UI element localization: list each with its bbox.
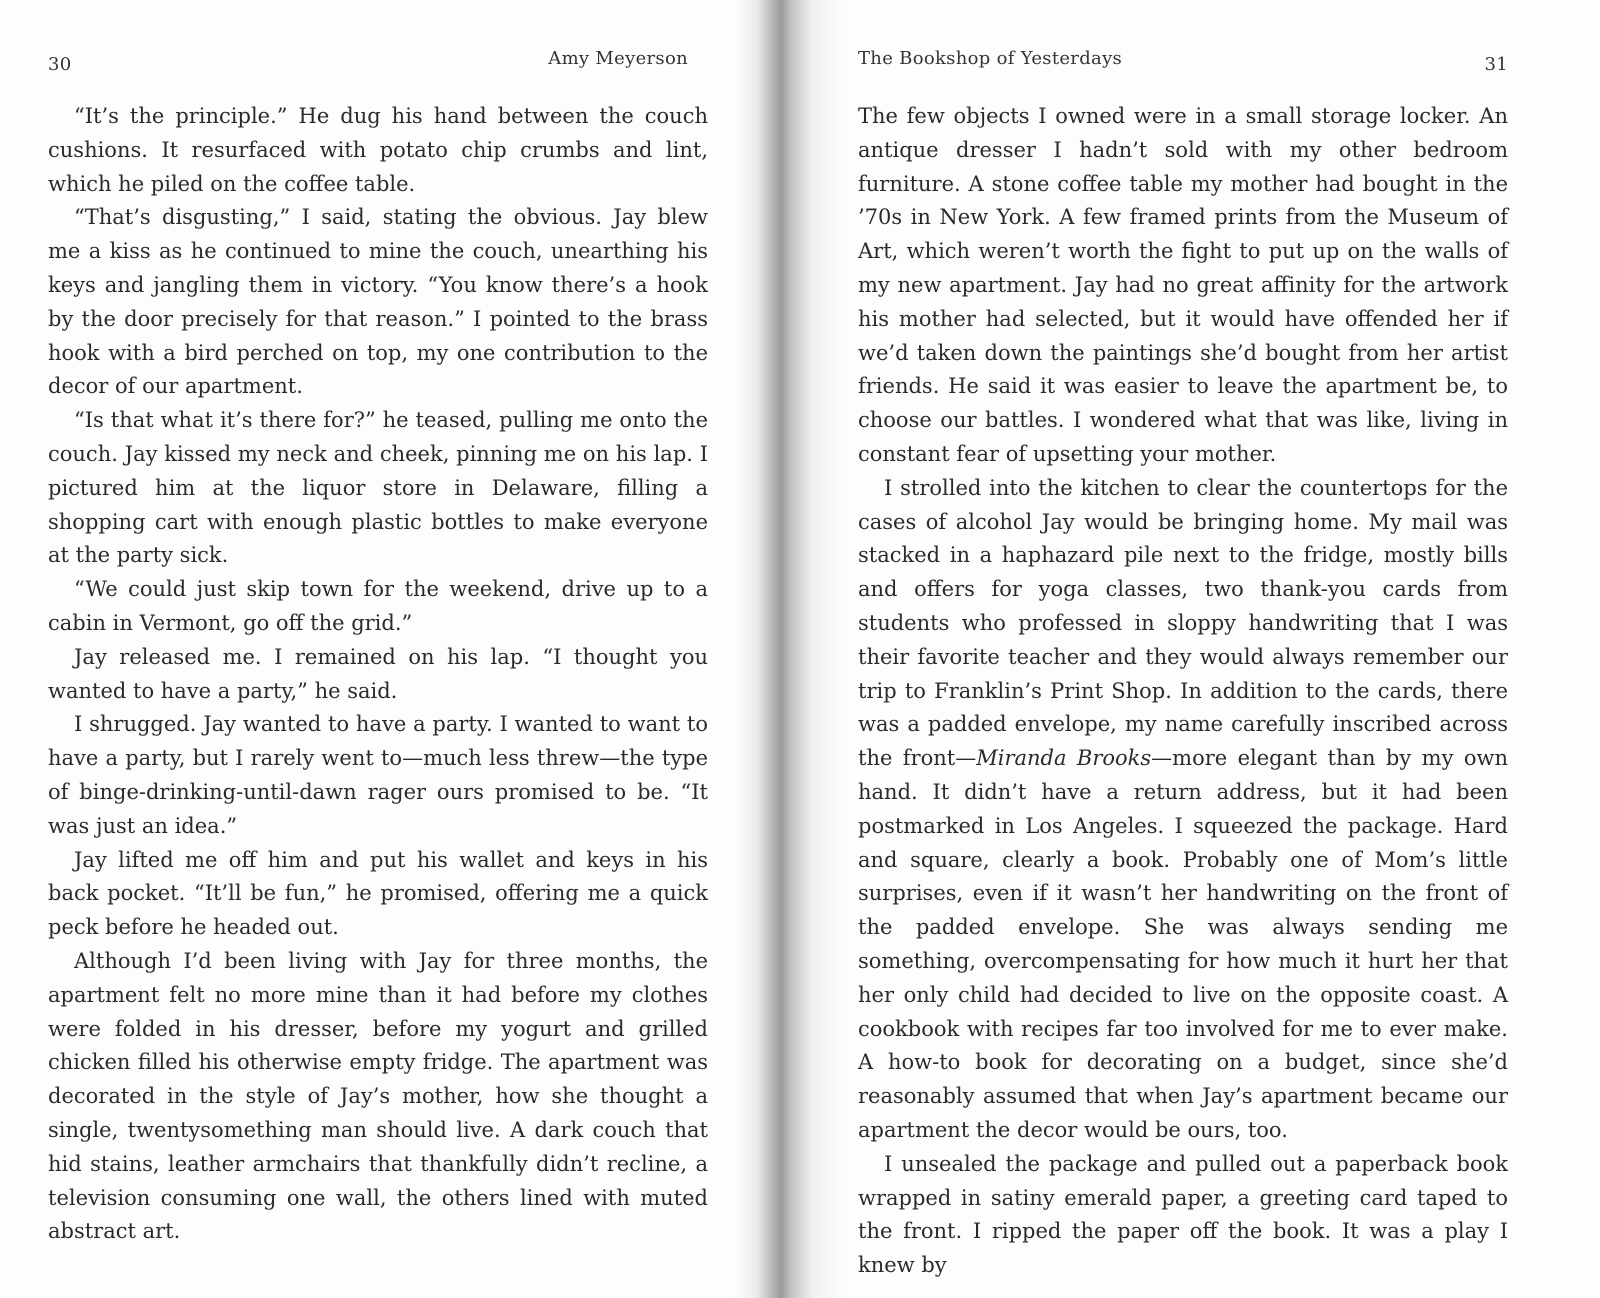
right-body-text (858, 100, 1508, 1283)
right-page-number: 31 (1484, 54, 1508, 75)
paragraph: Jay lifted me off him and put his wallet and keys in his back pocket. “It’ll be fun,” he promised, offering me a quick peck before he headed out. (48, 847, 708, 940)
book-title: The Bookshop of Yesterdays (858, 48, 1123, 69)
paragraph: The few objects I owned were in a small storage locker. An antique dresser I hadn’t sold with my other bedroom furniture. A stone coffee table my mother had bought in the ’70s in New York. A few framed prints from the Museum of Art, which weren’t worth the fight to put up on the walls of my new apartment. Jay had no great affinity for the artwork his mother had selected, but it would have offended her if we’d taken down the paintings she’d bought from her artist friends. He said it was easier to leave the apartment be, to choose our battles. I wondered what that was like, living in constant fear of upsetting your mother. (858, 104, 1508, 466)
paragraph: “Is that what it’s there for?” he teased, pulling me onto the couch. Jay kissed my neck and cheek, pinning me on his lap. I pictured him at the liquor store in Delaware, filling a shopping cart with enough plastic bottles to make everyone at the party sick. (48, 408, 708, 568)
left-body-text (48, 100, 708, 1249)
paragraph: I shrugged. Jay wanted to have a party. I wanted to want to have a party, but I rarely went to—much less threw—the type of binge-drinking-until-dawn rager ours promised to be. “It was just an idea.” (48, 712, 708, 838)
italic-name: Miranda Brooks (976, 746, 1152, 771)
paragraph (858, 472, 1508, 1148)
paragraph: I unsealed the package and pulled out a paperback book wrapped in satiny emerald paper, a greeting card taped to the front. I ripped the paper off the book. It was a play I knew by (858, 1151, 1508, 1278)
paragraph-text: —more elegant than by my own hand. It didn’t have a return address, but it had been postmarked in Los Angeles. I squeezed the package. Hard and square, clearly a book. Probably one of Mom’s little surprises, even if it wasn’t her handwriting on the front of the padded envelope. She was always sending me something, overcompensating for how much it hurt her that her only child had decided to live on the opposite coast. A cookbook with recipes far too involved for me to ever make. A how-to book for decorating on a budget, since she’d reasonably assumed that when Jay’s apartment became our apartment the decor would be ours, too. (858, 746, 1508, 1142)
left-page (48, 0, 708, 1298)
book-gutter (735, 0, 845, 1298)
author-name: Amy Meyerson (548, 48, 688, 69)
paragraph: “That’s disgusting,” I said, stating the obvious. Jay blew me a kiss as he continued to mine the couch, unearthing his keys and jangling them in victory. “You know there’s a hook by the door precisely for that reason.” I pointed to the brass hook with a bird perched on top, my one contribution to the decor of our apartment. (48, 205, 708, 399)
right-running-head (858, 48, 1508, 78)
left-page-number: 30 (48, 54, 72, 75)
right-page (858, 0, 1508, 1298)
paragraph-text: I strolled into the kitchen to clear the countertops for the cases of alcohol Jay would be bringing home. My mail was stacked in a haphazard pile next to the fridge, mostly bills and offers for yoga classes, two thank-you cards from students who professed in sloppy handwriting that I was their favorite teacher and they would always remember our trip to Franklin’s Print Shop. In addition to the cards, there was a padded envelope, my name carefully inscribed across the front— (858, 475, 1508, 771)
paragraph: “It’s the principle.” He dug his hand between the couch cushions. It resurfaced with potato chip crumbs and lint, which he piled on the coffee table. (48, 104, 708, 196)
paragraph: Jay released me. I remained on his lap. “I thought you wanted to have a party,” he said. (48, 644, 708, 703)
left-running-head (48, 48, 708, 78)
paragraph: Although I’d been living with Jay for three months, the apartment felt no more mine than it had before my clothes were folded in his dresser, before my yogurt and grilled chicken filled his otherwise empty fridge. The apartment was decorated in the style of Jay’s mother, how she thought a single, twentysomething man should live. A dark couch that hid stains, leather armchairs that thankfully didn’t recline, a television consuming one wall, the others lined with muted abstract art. (48, 948, 708, 1244)
paragraph: “We could just skip town for the weekend, drive up to a cabin in Vermont, go off the grid.” (48, 577, 708, 635)
